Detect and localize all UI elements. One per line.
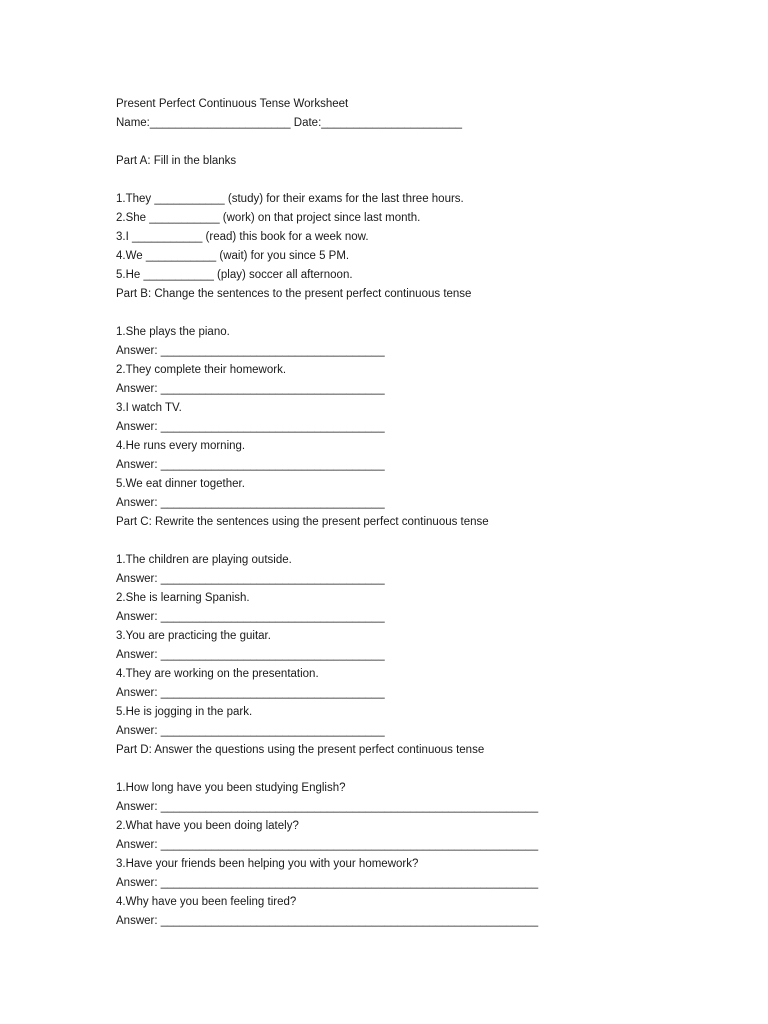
part-a-item: 3.I ___________ (read) this book for a week now. xyxy=(116,231,369,243)
worksheet-page xyxy=(116,95,736,931)
part-d-answer: Answer: ___________________________________________________________ xyxy=(116,877,539,889)
part-c-question: 1.The children are playing outside. xyxy=(116,554,292,566)
part-a-item: 4.We ___________ (wait) for you since 5 PM. xyxy=(116,250,350,262)
part-d-question: 4.Why have you been feeling tired? xyxy=(116,896,297,908)
part-d-heading: Part D: Answer the questions using the present perfect continuous tense xyxy=(116,744,485,756)
part-b-answer: Answer: ___________________________________ xyxy=(116,383,385,395)
part-b-answer: Answer: ___________________________________ xyxy=(116,459,385,471)
part-a-item: 1.They ___________ (study) for their exams for the last three hours. xyxy=(116,193,464,205)
part-c-question: 3.You are practicing the guitar. xyxy=(116,630,271,642)
part-c-answer: Answer: ___________________________________ xyxy=(116,687,385,699)
part-d-answer: Answer: ___________________________________________________________ xyxy=(116,915,539,927)
part-b-heading: Part B: Change the sentences to the present perfect continuous tense xyxy=(116,288,472,300)
part-b-question: 3.I watch TV. xyxy=(116,402,182,414)
part-b-question: 2.They complete their homework. xyxy=(116,364,287,376)
part-b-question: 4.He runs every morning. xyxy=(116,440,246,452)
spacer xyxy=(116,304,736,323)
part-c-question: 4.They are working on the presentation. xyxy=(116,668,319,680)
part-c-heading: Part C: Rewrite the sentences using the present perfect continuous tense xyxy=(116,516,489,528)
spacer xyxy=(116,532,736,551)
name-date-line: Name:______________________ Date:______________________ xyxy=(116,117,462,129)
part-b-question: 5.We eat dinner together. xyxy=(116,478,245,490)
spacer xyxy=(116,760,736,779)
part-d-question: 2.What have you been doing lately? xyxy=(116,820,299,832)
part-a-heading: Part A: Fill in the blanks xyxy=(116,155,237,167)
part-c-answer: Answer: ___________________________________ xyxy=(116,649,385,661)
part-d-answer: Answer: ___________________________________________________________ xyxy=(116,839,539,851)
part-d-question: 3.Have your friends been helping you with your homework? xyxy=(116,858,419,870)
part-b-answer: Answer: ___________________________________ xyxy=(116,421,385,433)
part-c-answer: Answer: ___________________________________ xyxy=(116,611,385,623)
worksheet-title: Present Perfect Continuous Tense Worksheet xyxy=(116,98,349,110)
part-b-answer: Answer: ___________________________________ xyxy=(116,345,385,357)
part-d-question: 1.How long have you been studying English? xyxy=(116,782,346,794)
part-d-answer: Answer: ___________________________________________________________ xyxy=(116,801,539,813)
part-c-answer: Answer: ___________________________________ xyxy=(116,725,385,737)
part-c-question: 5.He is jogging in the park. xyxy=(116,706,253,718)
part-b-answer: Answer: ___________________________________ xyxy=(116,497,385,509)
part-a-item: 2.She ___________ (work) on that project since last month. xyxy=(116,212,421,224)
part-b-question: 1.She plays the piano. xyxy=(116,326,230,338)
part-c-question: 2.She is learning Spanish. xyxy=(116,592,250,604)
part-a-item: 5.He ___________ (play) soccer all afternoon. xyxy=(116,269,353,281)
spacer xyxy=(116,171,736,190)
part-c-answer: Answer: ___________________________________ xyxy=(116,573,385,585)
spacer xyxy=(116,133,736,152)
